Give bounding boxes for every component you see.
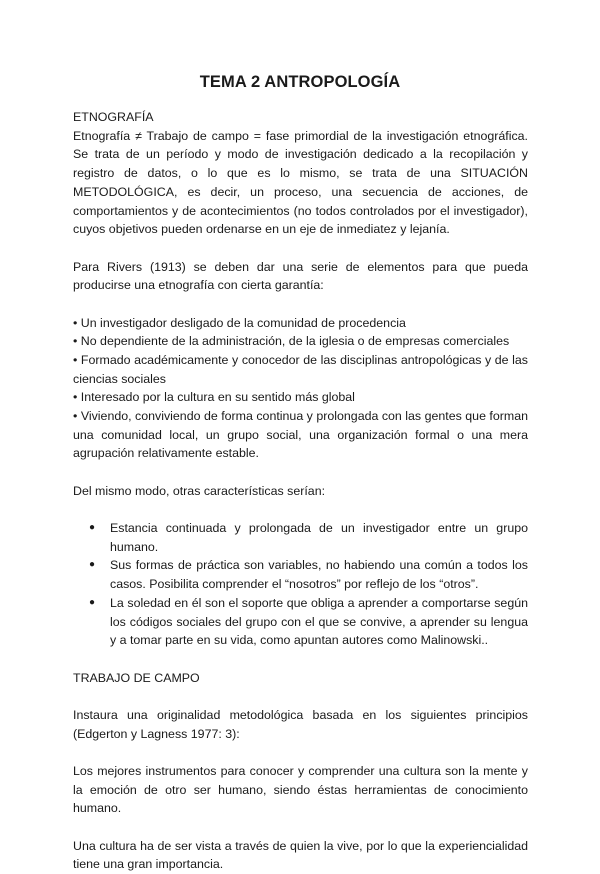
section-heading-trabajo-de-campo: TRABAJO DE CAMPO: [73, 670, 200, 685]
rivers-paragraph: Para Rivers (1913) se deben dar una serie de elementos para que pueda producirse una etnografía con cierta garantía:: [73, 259, 528, 293]
etnografia-intro-paragraph: Etnografía ≠ Trabajo de campo = fase primordial de la investigación etnográfica. Se trata de un período y modo de investigación dedicado a la recopilación y registro de datos, o lo que es lo mismo, se trata de una SITUACIÓN METODOLÓGICA, es decir, un proceso, una secuencia de acciones, de comportamientos y de acontecimientos (no todos controlados por el investigador), cuyos objetivos pueden ordenarse en un eje de inmediatez y lejanía.: [73, 128, 528, 237]
bullet-icon: ●: [89, 559, 96, 571]
section-heading-etnografia: ETNOGRAFÍA: [73, 110, 154, 124]
spacer: [73, 239, 528, 258]
spacer: [73, 818, 528, 837]
trabajo-paragraph-2: Los mejores instrumentos para conocer y comprender una cultura son la mente y la emoción de otro ser humano, siendo éstas herramientas de conocimiento humano.: [73, 763, 528, 816]
spacer: [73, 687, 528, 706]
spacer: [73, 650, 528, 669]
list-item: [89, 556, 528, 593]
bullet-icon: ●: [89, 522, 96, 534]
trabajo-paragraph-1: Instaura una originalidad metodológica basada en los siguientes principios (Edgerton y Lagness 1977: 3):: [73, 707, 528, 741]
list-item: • Un investigador desligado de la comunidad de procedencia: [73, 315, 406, 330]
list-item: • Interesado por la cultura en su sentido más global: [73, 390, 355, 405]
list-item: [89, 519, 528, 556]
spacer: [73, 743, 528, 762]
list-item: • Formado académicamente y conocedor de las disciplinas antropológicas y de las ciencias sociales: [73, 352, 528, 386]
trabajo-paragraph-3: Una cultura ha de ser vista a través de quien la vive, por lo que la experiencialidad tiene una gran importancia.: [73, 838, 528, 872]
rivers-list: [73, 314, 528, 464]
spacer: [73, 500, 528, 519]
bullet-icon: ●: [89, 596, 96, 608]
list-item: [89, 594, 528, 650]
document-body: [73, 108, 528, 874]
list-item-text: La soledad en él son el soporte que obliga a aprender a comportarse según los códigos sociales del grupo con el que se convive, a aprender su lengua y a tomar parte en su vida, como apuntan autores como Malinowski..: [110, 595, 528, 648]
list-item-text: Sus formas de práctica son variables, no habiendo una común a todos los casos. Posibilita comprender el “nosotros” por reflejo de los “otros”.: [110, 558, 528, 592]
list-item: • No dependiente de la administración, de la iglesia o de empresas comerciales: [73, 334, 510, 349]
otras-caracteristicas-intro: Del mismo modo, otras características serían:: [73, 483, 326, 498]
list-item-text: Estancia continuada y prolongada de un investigador entre un grupo humano.: [110, 521, 528, 554]
spacer: [73, 295, 528, 314]
spacer: [73, 463, 528, 482]
document-title: TEMA 2 ANTROPOLOGÍA: [199, 73, 401, 91]
otras-caracteristicas-list: [73, 519, 528, 650]
list-item: • Viviendo, conviviendo de forma continua y prolongada con las gentes que forman una comunidad local, un grupo social, una organización formal o una mera agrupación relativamente estable.: [73, 409, 528, 461]
